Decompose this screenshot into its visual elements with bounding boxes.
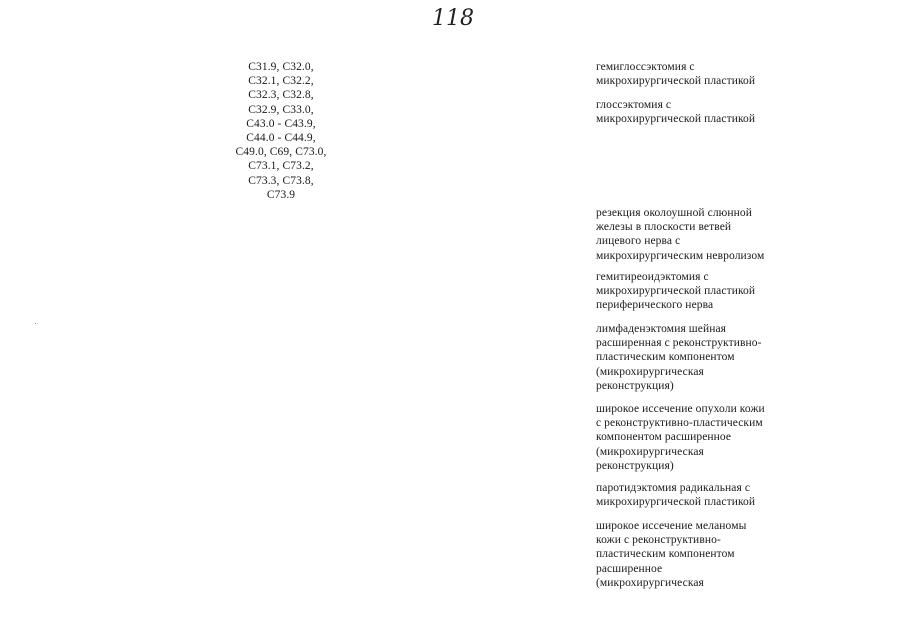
procedure-line: резекция околоушной слюнной bbox=[596, 207, 752, 219]
procedure-hemithyroidectomy bbox=[596, 270, 796, 313]
code-line: C44.0 - C44.9, bbox=[246, 132, 316, 145]
procedure-line: (микрохирургическая bbox=[596, 365, 704, 378]
code-line: C32.3, C32.8, bbox=[248, 89, 314, 102]
code-line: C43.0 - C43.9, bbox=[246, 117, 316, 130]
code-line: C73.1, C73.2, bbox=[248, 160, 314, 173]
procedure-line: железы в плоскости ветвей bbox=[596, 221, 732, 234]
procedure-line: гемиглоссэктомия с bbox=[596, 61, 695, 73]
procedure-line: микрохирургической пластикой bbox=[596, 75, 756, 88]
procedure-line: пластическим компонентом bbox=[596, 548, 735, 561]
code-line: C31.9, C32.0, bbox=[248, 61, 314, 73]
code-line: C49.0, C69, C73.0, bbox=[235, 146, 327, 159]
procedure-glossectomy bbox=[596, 98, 796, 126]
procedure-line: микрохирургической пластикой bbox=[596, 496, 756, 509]
procedure-lymphadenectomy bbox=[596, 322, 796, 393]
procedure-line: широкое иссечение меланомы bbox=[596, 520, 747, 532]
procedure-line: (микрохирургическая bbox=[596, 445, 704, 458]
procedure-skin-tumor-excision bbox=[596, 402, 796, 473]
procedure-line: компонентом расширенное bbox=[596, 431, 732, 444]
diagnosis-codes bbox=[222, 60, 340, 202]
procedure-line: кожи с реконструктивно- bbox=[596, 534, 721, 547]
procedure-line: паротидэктомия радикальная с bbox=[596, 482, 751, 494]
procedure-line: лимфаденэктомия шейная bbox=[596, 323, 727, 335]
code-line: C73.9 bbox=[266, 188, 296, 201]
procedure-line: пластическим компонентом bbox=[596, 351, 735, 364]
procedure-line: (микрохирургическая bbox=[596, 576, 704, 589]
procedure-line: с реконструктивно-пластическим bbox=[596, 417, 763, 430]
procedure-melanoma-excision bbox=[596, 519, 796, 590]
procedure-line: реконструкция) bbox=[596, 459, 674, 472]
procedure-line: микрохирургической пластикой bbox=[596, 285, 756, 298]
procedure-line: лицевого нерва с bbox=[596, 235, 681, 248]
procedure-line: периферического нерва bbox=[596, 299, 714, 312]
procedure-line: глоссэктомия с bbox=[596, 99, 672, 111]
procedure-line: реконструкция) bbox=[596, 379, 674, 392]
procedure-line: гемитиреоидэктомия с bbox=[596, 271, 709, 283]
code-line: C32.1, C32.2, bbox=[248, 75, 314, 88]
procedure-parotidectomy bbox=[596, 481, 796, 509]
page-number: 118 bbox=[432, 6, 474, 31]
procedure-hemiglossectomy bbox=[596, 60, 796, 88]
procedure-line: микрохирургической пластикой bbox=[596, 113, 756, 126]
code-line: C32.9, C33.0, bbox=[248, 103, 314, 116]
procedure-line: микрохирургическим невролизом bbox=[596, 249, 765, 262]
procedure-line: расширенная с реконструктивно- bbox=[596, 337, 762, 350]
scan-speck bbox=[35, 323, 36, 324]
procedure-line: широкое иссечение опухоли кожи bbox=[596, 403, 765, 415]
procedure-line: расширенное bbox=[596, 562, 663, 575]
procedure-parotid-resection bbox=[596, 206, 796, 263]
code-line: C73.3, C73.8, bbox=[248, 174, 314, 187]
